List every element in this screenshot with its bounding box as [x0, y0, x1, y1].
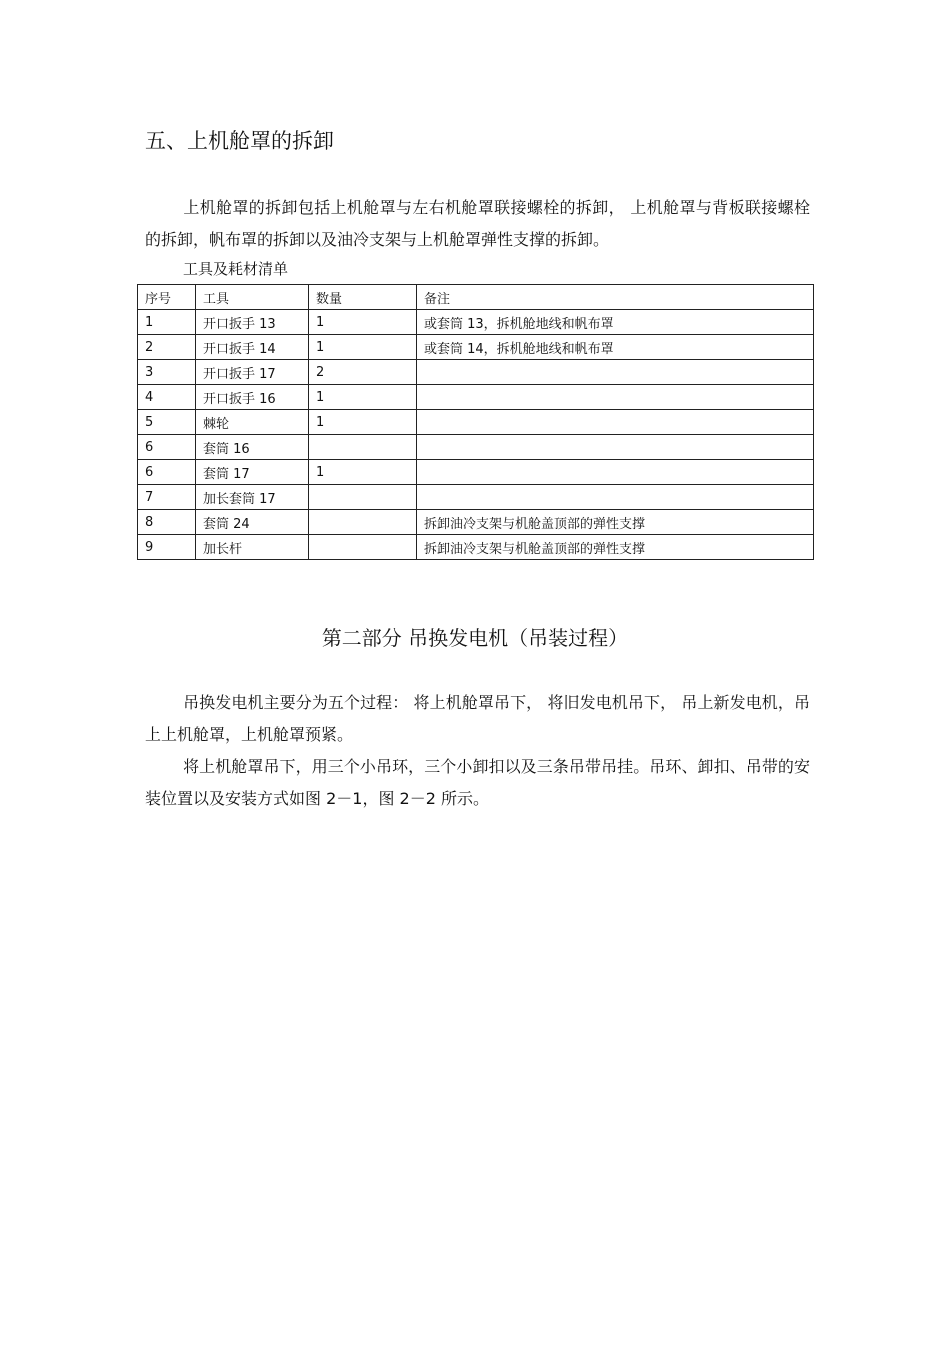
cell-remark [417, 435, 814, 460]
part-two-paragraph-2 [145, 751, 810, 815]
cell-remark [417, 485, 814, 510]
cell-remark: 或套筒 14，拆机舱地线和帆布罩 [417, 335, 814, 360]
cell-quantity [309, 435, 417, 460]
part-two-paragraph-1-text: 吊换发电机主要分为五个过程： 将上机舱罩吊下， 将旧发电机吊下， 吊上新发电机，吊上上机舱罩，上机舱罩预紧。 [145, 693, 810, 744]
cell-quantity [309, 535, 417, 560]
cell-quantity: 1 [309, 335, 417, 360]
table-row [138, 510, 814, 535]
tool-list-title: 工具及耗材清单 [183, 260, 289, 278]
table-row [138, 410, 814, 435]
cell-index: 6 [138, 435, 196, 460]
cell-index: 1 [138, 310, 196, 335]
table-row [138, 385, 814, 410]
cell-remark [417, 460, 814, 485]
section-title: 五、上机舱罩的拆卸 [145, 129, 334, 153]
header-quantity: 数量 [309, 285, 417, 310]
table-row [138, 535, 814, 560]
cell-index: 5 [138, 410, 196, 435]
cell-index: 4 [138, 385, 196, 410]
cell-remark [417, 410, 814, 435]
cell-quantity: 1 [309, 385, 417, 410]
section-paragraph-text: 上机舱罩的拆卸包括上机舱罩与左右机舱罩联接螺栓的拆卸， 上机舱罩与背板联接螺栓的拆卸，帆布罩的拆卸以及油冷支架与上机舱罩弹性支撑的拆卸。 [145, 198, 810, 249]
cell-quantity: 2 [309, 360, 417, 385]
cell-quantity: 1 [309, 310, 417, 335]
header-index: 序号 [138, 285, 196, 310]
tools-table [137, 284, 814, 560]
cell-remark [417, 360, 814, 385]
cell-quantity [309, 510, 417, 535]
table-row [138, 460, 814, 485]
part-two-title: 第二部分 吊换发电机（吊装过程） [321, 626, 629, 650]
part-two-paragraph-1 [145, 687, 810, 751]
cell-tool: 开口扳手 13 [196, 310, 309, 335]
cell-remark: 或套筒 13，拆机舱地线和帆布罩 [417, 310, 814, 335]
cell-tool: 加长杆 [196, 535, 309, 560]
table-row [138, 335, 814, 360]
cell-remark [417, 385, 814, 410]
table-row [138, 485, 814, 510]
section-paragraph [145, 192, 810, 256]
cell-quantity: 1 [309, 410, 417, 435]
table-row [138, 435, 814, 460]
cell-tool: 套筒 17 [196, 460, 309, 485]
cell-tool: 棘轮 [196, 410, 309, 435]
cell-tool: 套筒 24 [196, 510, 309, 535]
cell-quantity [309, 485, 417, 510]
cell-tool: 开口扳手 16 [196, 385, 309, 410]
cell-tool: 套筒 16 [196, 435, 309, 460]
table-header-row [138, 285, 814, 310]
cell-quantity: 1 [309, 460, 417, 485]
cell-index: 9 [138, 535, 196, 560]
cell-tool: 开口扳手 14 [196, 335, 309, 360]
header-remark: 备注 [417, 285, 814, 310]
table-row [138, 360, 814, 385]
table-row [138, 310, 814, 335]
cell-tool: 加长套筒 17 [196, 485, 309, 510]
cell-index: 2 [138, 335, 196, 360]
cell-index: 7 [138, 485, 196, 510]
cell-remark: 拆卸油冷支架与机舱盖顶部的弹性支撑 [417, 510, 814, 535]
cell-index: 3 [138, 360, 196, 385]
cell-index: 6 [138, 460, 196, 485]
cell-remark: 拆卸油冷支架与机舱盖顶部的弹性支撑 [417, 535, 814, 560]
cell-index: 8 [138, 510, 196, 535]
part-two-paragraph-2-text: 将上机舱罩吊下，用三个小吊环，三个小卸扣以及三条吊带吊挂。吊环、卸扣、吊带的安装位置以及安装方式如图 2－1，图 2－2 所示。 [145, 757, 810, 808]
header-tool: 工具 [196, 285, 309, 310]
cell-tool: 开口扳手 17 [196, 360, 309, 385]
